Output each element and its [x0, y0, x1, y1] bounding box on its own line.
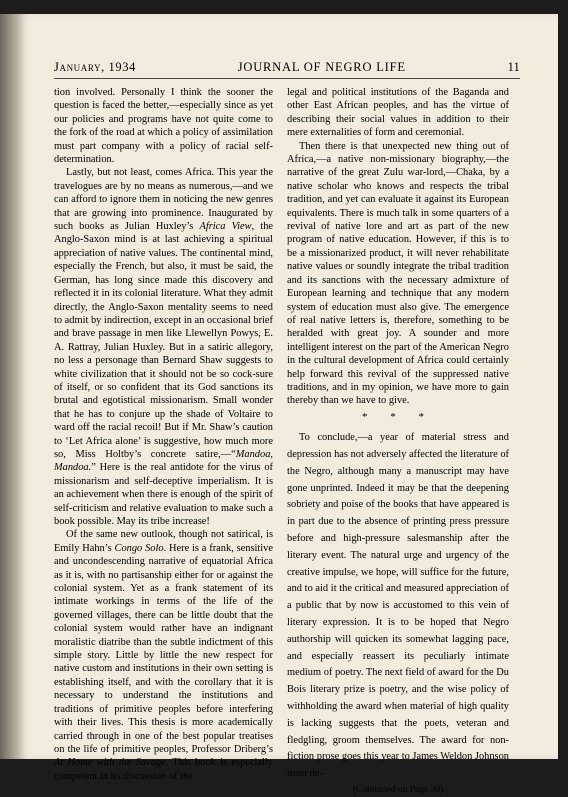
section-separator: * * * — [362, 410, 434, 423]
page-number: 11 — [507, 60, 520, 74]
page-edge-shadow — [0, 14, 18, 759]
paragraph — [287, 430, 509, 783]
italic-title: Mandoa, Mandoa. — [54, 448, 273, 474]
text-run: Lastly, but not least, comes Africa. This year the travelogues are by no means as numerous,—and we can afford to ignore them in noticing the new genres that are growing into prominence. Inaugurated by such books as Julian Huxley’s — [54, 167, 273, 233]
right-column-top — [287, 86, 509, 408]
italic-title: Congo Solo — [114, 542, 164, 554]
paragraph — [287, 86, 509, 140]
text-run: legal and political institutions of the Baganda and other East African peoples, and has the virtue of describing their social values in addition to their mere externalities of form and ceremonial. — [287, 87, 509, 139]
text-run: . This book is especially competent in its discussion of the — [54, 757, 273, 782]
continuation-note: (Continued on Page 30) — [352, 784, 444, 795]
text-run: , the Anglo-Saxon mind is at last achieving a spiritual appreciation of native values. The continental mind, especially the French, but also, it must be said, the German, has long since made this discovery and reflected it in its colonial literature. What they admit directly, the Anglo-Saxon mentality seems to need to admit by indirection, except in an occasional brief and brave passage in men like Llewellyn Powys, E. A. Rattray, Julian Huxley. But in a satiric allegory, no less a personage than Bernard Shaw suggests to white civilization that it should not be so cock-sure of itself, or so confident that its God sanctions its brutal and egotistical missionarism. Small wonder that he has to conjure up the shade of Voltaire to ward off the racial recoil! But if Mr. Shaw’s caution to ‘Let Africa alone’ is suggestive, how much more so, Miss Holtby’s concrete satire,—“ — [54, 221, 274, 460]
text-run: tion involved. Personally I think the sooner the question is faced the better,—especially since as yet our policies and programs have not quite come to the fork of the road at which a policy of assimilation must part company with a policy of racial self-determination. — [54, 87, 273, 166]
italic-title: At Home with the Savage — [54, 757, 166, 769]
header-rule — [54, 78, 520, 79]
paragraph — [54, 86, 273, 166]
italic-title: Africa View — [199, 221, 252, 233]
right-column — [287, 86, 509, 797]
text-run: Then there is that unexpected new thing out of Africa,—a native non-missionary biography,—the narrative of the great Zulu war-lord,—Chaka, by a native scholar who knows and respects the tribal tradition, and yet can evaluate it against its European equivalents. There is much talk in some quarters of a revival of native lore and art as part of the new program of native education. However, if this is to be a missionarized product, it will never rehabilitate native values or soundly integrate the tribal tradition and its sanctions with the necessary admixture of European learning and technique that any modern system of education must also give. The emergence of real native letters is, therefore, something to be heralded with great joy. A sounder and more intelligent interest on the part of the American Negro in the cultural development of Africa could certainly help forward this revival of the suppressed native traditions, and in my opinion, we have more to gain thereby than we have to give. — [287, 140, 509, 407]
right-column-bottom — [287, 430, 509, 783]
text-run: Of the same new outlook, though not satirical, is Emily Hahn’s — [54, 529, 273, 554]
paragraph — [54, 528, 273, 783]
running-header — [54, 60, 520, 75]
paragraph — [54, 166, 273, 528]
text-run: ” Here is the real antidote for the virus of missionarism and self-deceptive imperialism. It is an achievement when there is enough of the spirit of self-criticism and relative evaluation to make such a book possible. May its tribe increase! — [54, 462, 273, 527]
text-run: To conclude,—a year of material stress and depression has not adversely affected the literature of the Negro, although many a manuscript may have gone unprinted. Indeed it may be that the deepening sobriety and poise of the books that have appeared is in part due to the absence of printing press pressure before and high-pressure salesmanship after the literary event. The natural urge and urgency of the creative impulse, we hope, will suffice for the future, and to aid it the critical and measured appreciation of a public that by now is accustomed to this vein of literary expression. It is to be hoped that Negro authorship will quicken its somewhat lagging pace, and especially reassert its peculiarly intimate medium of poetry. The next field of award for the Du Bois literary prize is poetry, and the wise policy of withholding the award when material of high quality is lacking suggests that the poets, veteran and fledgling, groom themselves. The award for non-fiction prose goes this year to James Weldon Johnson most de- — [287, 432, 509, 780]
issue-date: January, 1934 — [54, 60, 136, 74]
paragraph — [287, 140, 509, 408]
left-column — [54, 86, 273, 783]
journal-title: JOURNAL OF NEGRO LIFE — [237, 60, 406, 74]
text-run: . Here is a frank, sensitive and uncondescending narrative of equatorial Africa as it is, with no partisanship either for or against the colonial system. Yet as a frank statement of its intimate workings in terms of the life of the governed villages, there can be little doubt that the colonial system would rather have an indignant moralistic diatribe than the subtle indictment of this simple story. Little by little the new respect for native custom and institutions in their own setting is establishing itself, and with the corollary that it is necessary to understand the institutions and traditions of primitive peoples before interfering with their lives. This thesis is more academically carried through in one of the best popular treatises on the life of primitive peoples, Professor Driberg’s — [54, 542, 273, 755]
